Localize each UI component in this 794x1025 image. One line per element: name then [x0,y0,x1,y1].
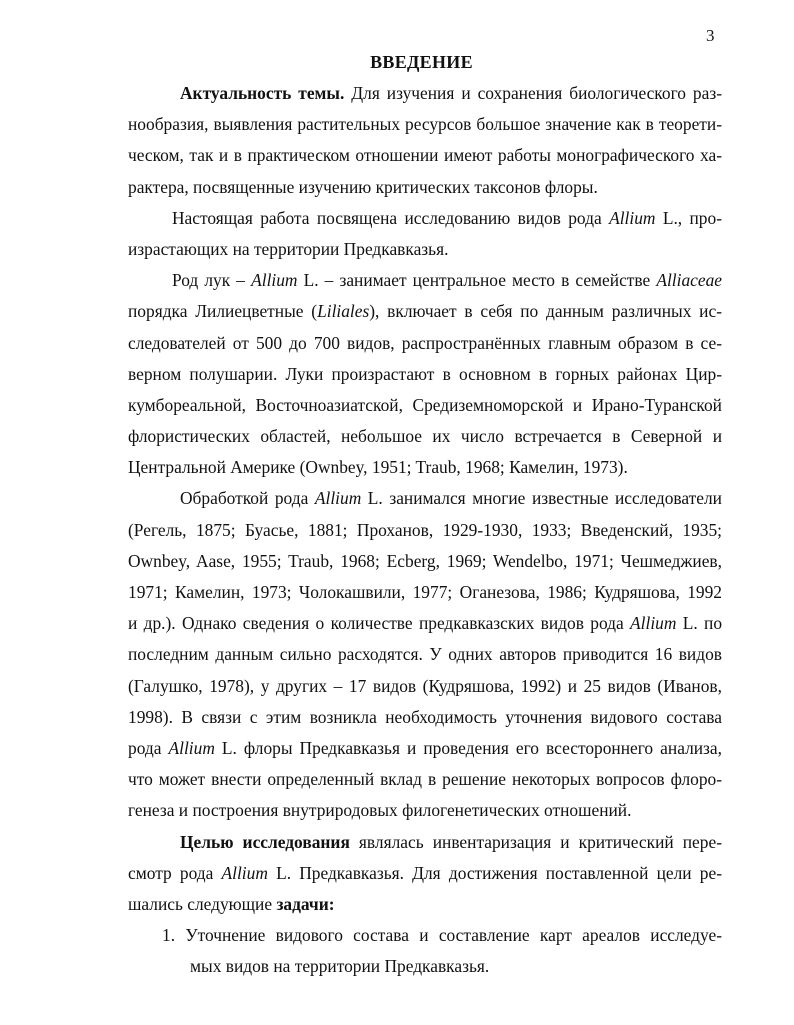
text-line: рода Allium L. флоры Предкавказья и проведения его всестороннего анализа, [128,737,722,758]
page-number: 3 [706,26,715,45]
document-body [128,78,722,982]
paragraph-genus [128,265,722,483]
bold-term: задачи [276,893,329,914]
text-line: Род лук – Allium L. – занимает центральное место в семействе Alliaceae [172,270,722,291]
text-line: 1998). В связи с этим возникла необходимость уточнения видового состава [128,706,722,727]
text-line: смотр рода Allium L. Предкавказья. Для достижения поставленной цели ре- [128,862,722,883]
list-number: 1. [162,925,176,946]
list-item: 1. Уточнение видового состава и составление карт ареалов исследуе- [162,925,722,946]
text-line: порядка Лилиецветные (Liliales), включает в себя по данным различных ис- [128,301,722,322]
text-line: кумбореальной, Восточноазиатской, Средиземноморской и Ирано-Туранской [128,394,722,415]
text-line: последним данным сильно расходятся. У одних авторов приводится 16 видов [128,644,722,665]
text-line: Обработкой рода Allium L. занимался многие известные исследователи [180,488,722,509]
taxon-name: Allium [168,737,215,758]
taxon-name: Alliaceae [656,270,722,291]
text-line: мых видов на территории Предкавказья. [190,956,490,977]
text-line: Ownbey, Aase, 1955; Traub, 1968; Ecberg, 1969; Wendelbo, 1971; Чешмеджиев, [128,550,722,571]
taxon-name: Allium [609,207,656,228]
task-list [128,920,722,982]
bold-lead: Актуальность темы. [180,83,345,103]
text-line: генеза и построения внутриродовых филогенетических отношений. [128,800,632,821]
text-line: (Галушко, 1978), у других – 17 видов (Кудряшова, 1992) и 25 видов (Иванов, [128,675,722,696]
taxon-name: Allium [251,270,298,291]
text-line: что может внести определенный вклад в решение некоторых вопросов флоро- [128,769,722,790]
text-line: нообразия, выявления растительных ресурсов большое значение как в теорети- [128,114,722,135]
text-line: (Регель, 1875; Буасье, 1881; Проханов, 1929-1930, 1933; Введенский, 1935; [128,519,722,540]
text-line: ческом, так и в практическом отношении имеют работы монографического ха- [128,145,722,166]
text-line: израстающих на территории Предкавказья. [128,238,449,259]
taxon-name: Allium [221,862,268,883]
text-line: флористических областей, небольшое их число встречается в Северной и [128,426,722,447]
taxon-name: Allium [314,488,362,509]
text-line: шались следующие задачи: [128,893,335,914]
text-line: Целью исследования являлась инвентаризация и критический пере- [180,831,722,852]
paragraph-goal [128,827,722,921]
text-line: Актуальность темы. Для изучения и сохранения биологического раз- [180,83,722,103]
page-title: ВВЕДЕНИЕ [370,52,473,72]
text-line: Центральной Америке (Ownbey, 1951; Traub, 1968; Камелин, 1973). [128,457,628,478]
taxon-name: Allium [630,613,677,634]
text-line: следователей от 500 до 700 видов, распространённых главным образом в се- [128,332,722,353]
paragraph-relevance [128,78,722,203]
text-line: Настоящая работа посвящена исследованию видов рода Allium L., про- [172,207,722,228]
text-line: 1971; Камелин, 1973; Чолокашвили, 1977; Оганезова, 1986; Кудряшова, 1992 [128,582,722,602]
text-line: верном полушарии. Луки произрастают в основном в горных районах Цир- [128,363,722,384]
paragraph-research-history [128,483,722,826]
bold-lead: Целью исследования [180,831,350,852]
text-line: рактера, посвященные изучению критических таксонов флоры. [128,176,598,197]
paragraph-present-work [128,203,722,265]
taxon-name: Liliales [317,301,370,322]
text-line: и др.). Однако сведения о количестве предкавказских видов рода Allium L. по [128,613,723,634]
